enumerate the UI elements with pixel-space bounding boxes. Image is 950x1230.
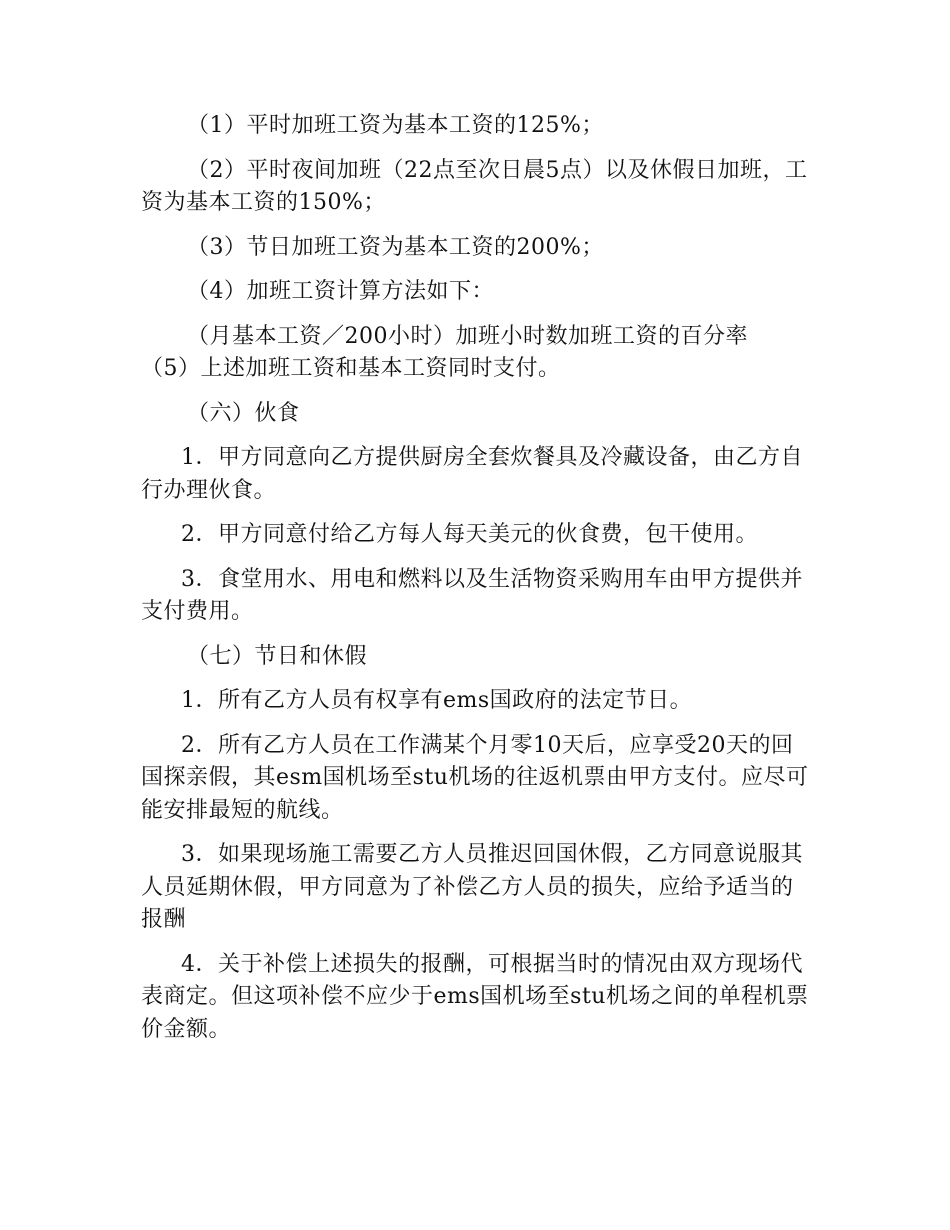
paragraph-overtime-regular: （1）平时加班工资为基本工资的125%； xyxy=(187,113,604,138)
paragraph-meals-2: 2．甲方同意付给乙方每人每天美元的伙食费，包干使用。 xyxy=(181,522,758,547)
paragraph-overtime-method: （4）加班工资计算方法如下： xyxy=(187,279,494,304)
paragraph-overtime-payment: （5）上述加班工资和基本工资同时支付。 xyxy=(141,356,561,381)
document-body xyxy=(141,110,813,1058)
paragraph-holidays-2: 2．所有乙方人员在工作满某个月零10天后，应享受20天的回国探亲假，其esm国机场至stu机场的往返机票由甲方支付。应尽可能安排最短的航线。 xyxy=(141,732,809,823)
paragraph-meals-1: 1．甲方同意向乙方提供厨房全套炊餐具及冷藏设备，由乙方自行办理伙食。 xyxy=(141,445,803,503)
paragraph-holidays-3: 3．如果现场施工需要乙方人员推迟回国休假，乙方同意说服其人员延期休假，甲方同意为了补偿乙方人员的损失，应给予适当的报酬 xyxy=(141,842,803,932)
paragraph-overtime-festival: （3）节日加班工资为基本工资的200%； xyxy=(187,234,604,260)
paragraph-overtime-night-holiday: （2）平时夜间加班（22点至次日晨5点）以及休假日加班，工资为基本工资的150%； xyxy=(141,157,808,215)
paragraph-overtime-formula: （月基本工资／200小时）加班小时数加班工资的百分率 xyxy=(187,323,748,349)
paragraph-holidays-1: 1．所有乙方人员有权享有ems国政府的法定节日。 xyxy=(181,688,693,713)
paragraph-holidays-4: 4．关于补偿上述损失的报酬，可根据当时的情况由双方现场代表商定。但这项补偿不应少于ems国机场至stu机场之间的单程机票价金额。 xyxy=(141,951,809,1042)
section-heading-meals: （六）伙食 xyxy=(187,400,300,426)
section-heading-holidays: （七）节日和休假 xyxy=(187,643,368,669)
paragraph-meals-3: 3．食堂用水、用电和燃料以及生活物资采购用车由甲方提供并支付费用。 xyxy=(141,566,803,624)
